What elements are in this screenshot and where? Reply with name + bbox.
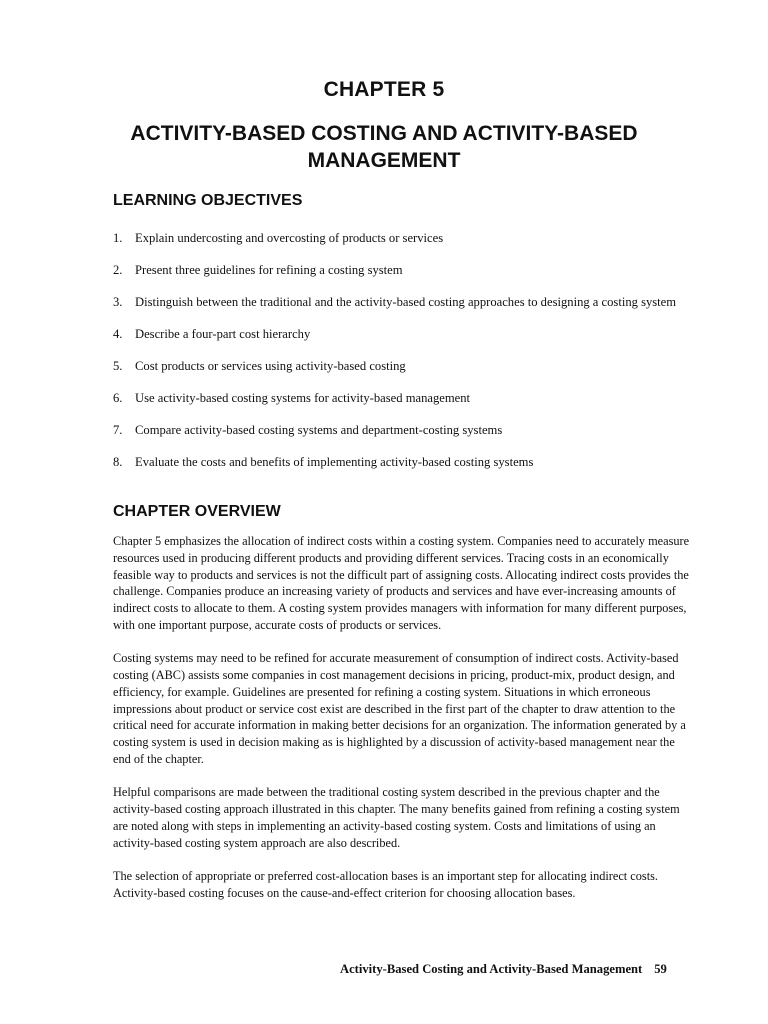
running-title: Activity-Based Costing and Activity-Based Management <box>340 962 643 976</box>
objective-number: 5. <box>113 359 123 373</box>
objective-item <box>113 390 693 407</box>
learning-objectives-heading: LEARNING OBJECTIVES <box>113 192 303 209</box>
objective-item <box>113 294 693 311</box>
objective-number: 8. <box>113 455 123 469</box>
objective-item <box>113 454 693 471</box>
objective-number: 7. <box>113 423 123 437</box>
objective-item <box>113 358 693 375</box>
objective-text: Describe a four-part cost hierarchy <box>135 327 311 341</box>
learning-objectives-list <box>113 230 693 471</box>
chapter-overview-body <box>113 533 695 918</box>
chapter-number: CHAPTER 5 <box>323 78 445 101</box>
objective-item <box>113 230 693 247</box>
objective-item <box>113 326 693 343</box>
page-footer <box>340 962 700 977</box>
objective-number: 1. <box>113 231 123 245</box>
objective-number: 4. <box>113 327 123 341</box>
objective-item <box>113 422 693 439</box>
objective-item <box>113 262 693 279</box>
objective-text: Present three guidelines for refining a costing system <box>135 263 403 277</box>
objective-text: Explain undercosting and overcosting of products or services <box>135 231 444 245</box>
objective-text: Evaluate the costs and benefits of implementing activity-based costing systems <box>135 455 534 469</box>
objective-text: Cost products or services using activity-based costing <box>135 359 406 373</box>
chapter-title: ACTIVITY-BASED COSTING AND ACTIVITY-BASED MANAGEMENT <box>130 122 638 172</box>
overview-paragraph: The selection of appropriate or preferred cost-allocation bases is an important step for allocating indirect costs. Activity-based costing focuses on the cause-and-effect criterion for choosing allocation bases. <box>113 869 658 900</box>
chapter-overview-heading: CHAPTER OVERVIEW <box>113 503 281 520</box>
objective-text: Distinguish between the traditional and the activity-based costing approaches to designing a costing system <box>135 295 677 309</box>
objective-number: 2. <box>113 263 123 277</box>
overview-paragraph: Helpful comparisons are made between the traditional costing system described in the previous chapter and the activity-based costing approach illustrated in this chapter. The many benefits gained from refining a costing system are noted along with steps in implementing an activity-based costing system. Costs and limitations of using an activity-based costing system approach are also described. <box>113 785 680 850</box>
objective-number: 3. <box>113 295 123 309</box>
overview-paragraph: Costing systems may need to be refined for accurate measurement of consumption of indirect costs. Activity-based costing (ABC) assists some companies in cost management decisions in pricing, product-mix, product design, and efficiency, for example. Guidelines are presented for refining a costing system. Situations in which erroneous impressions about product or service cost exist are described in the first part of the chapter to draw attention to the critical need for accurate information in making better decisions for an organization. The information generated by a costing system is used in decision making as is highlighted by a discussion of activity-based management near the end of the chapter. <box>113 651 686 767</box>
objective-text: Use activity-based costing systems for activity-based management <box>135 391 471 405</box>
overview-paragraph: Chapter 5 emphasizes the allocation of indirect costs within a costing system. Companies need to accurately measure resources used in producing different products and providing different services. Tracing costs in an economically feasible way to products and services is not the difficult part of assigning costs. Allocating indirect costs provides the challenge. Companies produce an increasing variety of products and services and have ever-increasing amounts of indirect costs to allocate to them. A costing system provides managers with information for many different purposes, with one important purpose, accurate costs of products or services. <box>113 534 690 632</box>
page-number: 59 <box>654 962 667 976</box>
objective-text: Compare activity-based costing systems and department-costing systems <box>135 423 503 437</box>
objective-number: 6. <box>113 391 123 405</box>
